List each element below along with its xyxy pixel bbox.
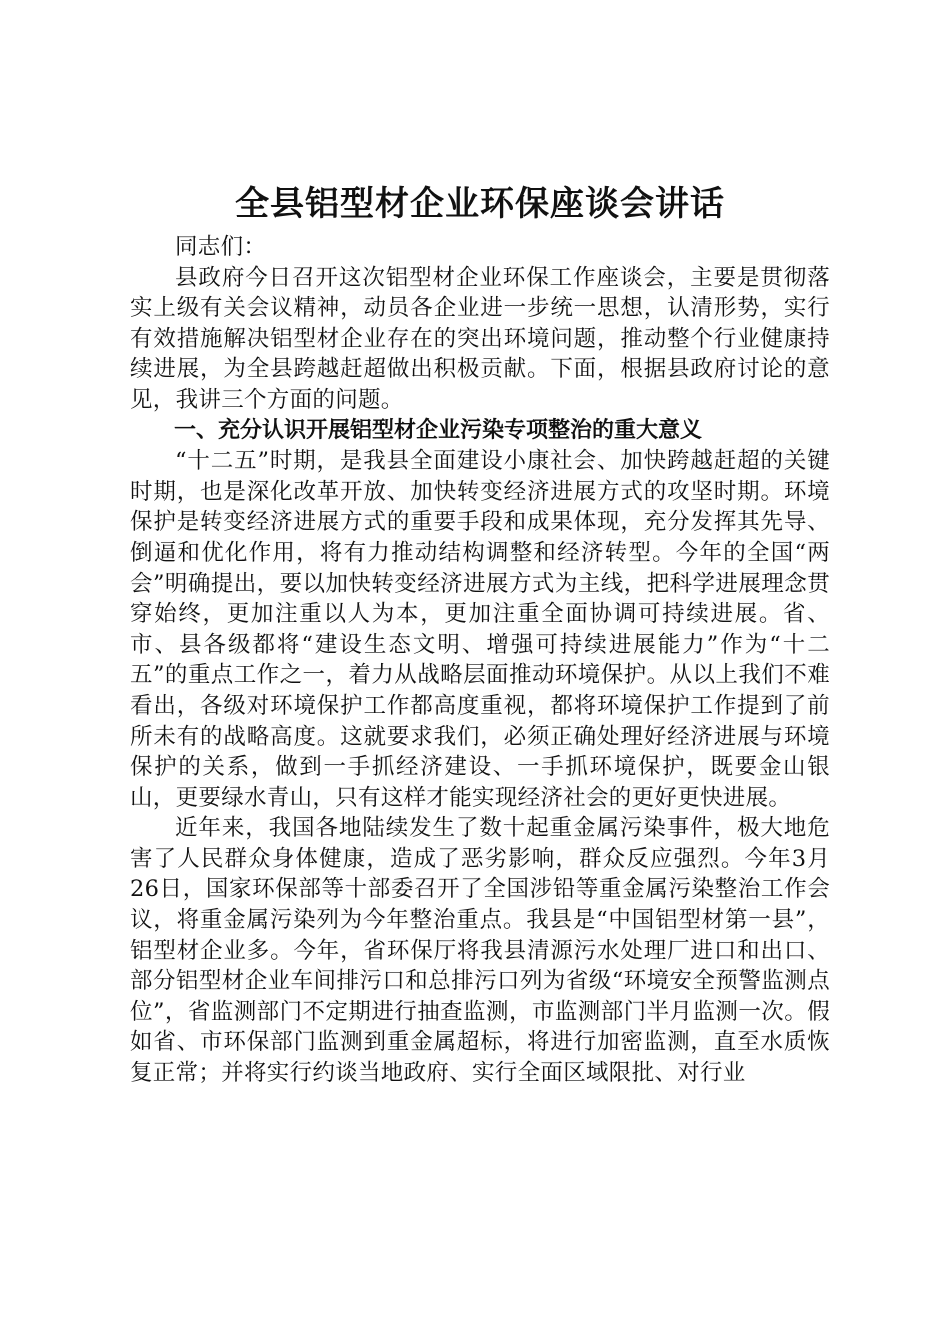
salutation: 同志们： (175, 234, 267, 260)
section-heading: 一、充分认识开展铝型材企业污染专项整治的重大意义 (174, 417, 703, 443)
body-paragraph-1: “十二五”时期，是我县全面建设小康社会、加快跨越赶超的关键时期，也是深化改革开放、加快转变经济进展方式的攻坚时期。环境保护是转变经济进展方式的重要手段和成果体现，充分发挥其先导、倒逼和优化作用，将有力推动结构调整和经济转型。今年的全国“两会”明确提出，要以加快转变经济进展方式为主线，把科学进展理念贯穿始终，更加注重以人为本，更加注重全面协调可持续进展。省、市、县各级都将“建设生态文明、增强可持续进展能力”作为“十二五”的重点工作之一，着力从战略层面推动环境保护。从以上我们不难看出，各级对环境保护工作都高度重视，都将环境保护工作提到了前所未有的战略高度。这就要求我们，必须正确处理好经济进展与环境保护的关系，做到一手抓经济建设、一手抓环境保护，既要金山银山，更要绿水青山，只有这样才能实现经济社会的更好更快进展。 (130, 448, 830, 811)
intro-paragraph: 县政府今日召开这次铝型材企业环保工作座谈会，主要是贯彻落实上级有关会议精神，动员各企业进一步统一思想，认清形势，实行有效措施解决铝型材企业存在的突出环境问题，推动整个行业健康持续进展，为全县跨越赶超做出积极贡献。下面，根据县政府讨论的意见，我讲三个方面的问题。 (130, 264, 830, 413)
document-title: 全县铝型材企业环保座谈会讲话 (235, 184, 725, 224)
document-page (130, 180, 830, 1089)
body-paragraph-2: 近年来，我国各地陆续发生了数十起重金属污染事件，极大地危害了人民群众身体健康，造成了恶劣影响，群众反应强烈。今年3月26日，国家环保部等十部委召开了全国涉铅等重金属污染整治工作会议，将重金属污染列为今年整治重点。我县是“中国铝型材第一县”，铝型材企业多。今年，省环保厅将我县清源污水处理厂进口和出口、部分铝型材企业车间排污口和总排污口列为省级“环境安全预警监测点位”，省监测部门不定期进行抽查监测，市监测部门半月监测一次。假如省、市环保部门监测到重金属超标，将进行加密监测，直至水质恢复正常；并将实行约谈当地政府、实行全面区域限批、对行业 (130, 815, 830, 1087)
